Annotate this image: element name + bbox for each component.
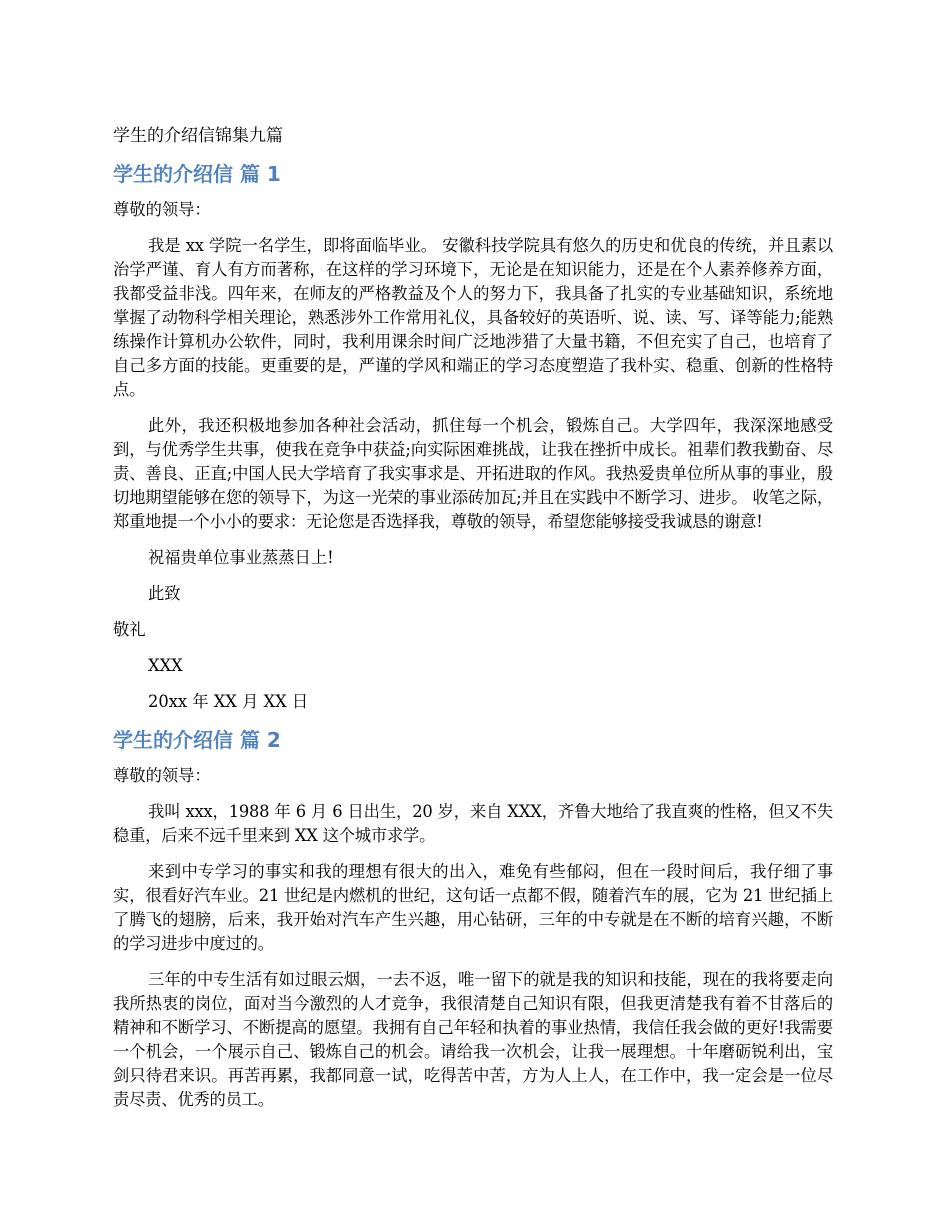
body-paragraph: 此外，我还积极地参加各种社会活动，抓住每一个机会，锻炼自己。大学四年，我深深地感受到，与优秀学生共事，使我在竞争中获益;向实际困难挑战，让我在挫折中成长。祖辈们教我勤奋、尽责、善良、正直;中国人民大学培育了我实事求是、开拓进取的作风。我热爱贵单位所从事的事业，殷切地期望能够在您的领导下，为这一光荣的事业添砖加瓦;并且在实践中不断学习、进步。 收笔之际，郑重地提一个小小的要求：无论您是否选择我，尊敬的领导，希望您能够接受我诚恳的谢意!: [113, 416, 833, 531]
document-title: 学生的介绍信锦集九篇: [113, 126, 283, 146]
salutation: 尊敬的领导：: [113, 766, 211, 785]
date: 20xx 年 XX 月 XX 日: [148, 692, 309, 711]
body-paragraph: 我叫 xxx，1988 年 6 月 6 日出生，20 岁，来自 XXX，齐鲁大地给了我直爽的性格，但又不失稳重，后来不远千里来到 XX 这个城市求学。: [113, 802, 833, 845]
signature: XXX: [148, 656, 183, 675]
salutation: 尊敬的领导：: [113, 200, 211, 219]
section-2: [113, 726, 833, 1112]
section-heading: 学生的介绍信 篇 1: [113, 162, 281, 186]
document-page: [113, 122, 833, 1124]
section-1: [113, 160, 833, 714]
closing-line: 此致: [148, 584, 181, 603]
body-paragraph: 来到中专学习的事实和我的理想有很大的出入，难免有些郁闷，但在一段时间后，我仔细了事实，很看好汽车业。21 世纪是内燃机的世纪，这句话一点都不假，随着汽车的展，它为 21 世纪插上了腾飞的翅膀，后来，我开始对汽车产生兴趣，用心钻研，三年的中专就是在不断的培育兴趣，不断的学习进步中度过的。: [113, 862, 833, 953]
body-paragraph: 三年的中专生活有如过眼云烟，一去不返，唯一留下的就是我的知识和技能，现在的我将要走向我所热衷的岗位，面对当今激烈的人才竞争，我很清楚自己知识有限，但我更清楚我有着不甘落后的精神和不断学习、不断提高的愿望。我拥有自己年轻和执着的事业热情，我信任我会做的更好!我需要一个机会，一个展示自己、锻炼自己的机会。请给我一次机会，让我一展理想。十年磨砺锐利出，宝剑只待君来识。再苦再累，我都同意一试，吃得苦中苦，方为人上人，在工作中，我一定会是一位尽责尽责、优秀的员工。: [113, 970, 833, 1109]
section-heading: 学生的介绍信 篇 2: [113, 728, 281, 752]
wish-line: 祝福贵单位事业蒸蒸日上!: [148, 548, 334, 567]
body-paragraph: 我是 xx 学院一名学生，即将面临毕业。 安徽科技学院具有悠久的历史和优良的传统，并且素以治学严谨、育人有方而著称，在这样的学习环境下，无论是在知识能力，还是在个人素养修养方面，我都受益非浅。四年来，在师友的严格教益及个人的努力下，我具备了扎实的专业基础知识，系统地掌握了动物科学相关理论，熟悉涉外工作常用礼仪，具备较好的英语听、说、读、写、译等能力;能熟练操作计算机办公软件，同时，我利用课余时间广泛地涉猎了大量书籍，不但充实了自己，也培育了自己多方面的技能。更重要的是，严谨的学风和端正的学习态度塑造了我朴实、稳重、创新的性格特点。: [113, 236, 833, 399]
closing-line: 敬礼: [113, 620, 146, 639]
